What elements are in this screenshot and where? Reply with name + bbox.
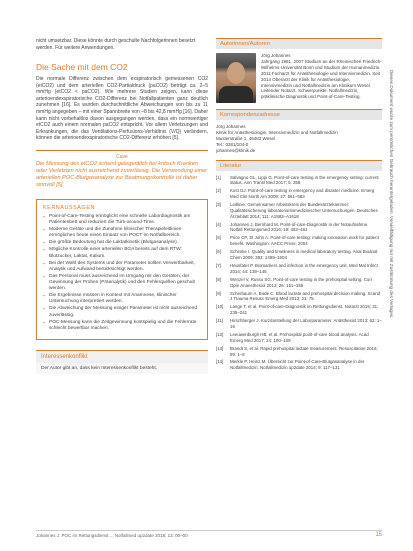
- literature-item: [14] Merkle P, Heinz M. Übersicht zur Point-of-Care-Blutgasanalyse in der Notfallmedizin. Notfallmedizin up2date 2014; 9: 117–131: [216, 359, 365, 371]
- footer-citation: Johannes J. POC im Rettungsdienst ... Notfallmed up2date 2018; 13: 00–00: [36, 533, 188, 538]
- author-name: Jörg Johannes: [261, 53, 291, 58]
- caveat-text: Die Messung des etCO2 scheint gelegentlich bei kritisch Kranken oder Verletzten nicht ausreichend zuverlässig. Die Verwendung einer arteriellen POC-Blutgasanalyse zur Beatmungskontrolle ist daher sinnvoll [5].: [36, 160, 207, 188]
- literature-item: [5] Price CP, St John A. Point-of-care testing: making innovation work for patient benefit. Washington: AACC Press; 2004: [216, 235, 379, 247]
- key-statement: ▪ Die Abweichung der Messung einiger Parameter ist nicht ausreichend zuverlässig.: [43, 306, 201, 318]
- section-body: Die normale Differenz zwischen dem exspiratorisch gemessenen CO2 (etCO2) und dem arteriellen CO2-Partialdruck (paCO2) beträgt ca. 2–5 mmHg (etCO2 < paCO2). Wie mehrere Studien zeigen, kann diese arterioendexspiratorische CO2-Differenz bei Notfallpatienten ganz deutlich zunehmen [16]. Es wurden durchschnittliche Abweichungen von bis zu 11 mmHg angegeben – mit einer Spannbreite von –8 bis 42,8 mmHg [16]. Daher kann nicht vorbehaltlos davon ausgegangen werden, dass ein normwertiger etCO2 auch einem normalen paCO2 entspricht. Vor allem Verletzungen und Erkrankungen, die das Ventilations-Perfusions-Verhältnis (V/Q) verändern, können die arterioendexspiratorische CO2-Differenz erhöhen [5].: [36, 76, 208, 142]
- intro-paragraph: nicht umsetzbar. Diese könnte durch geschulte Nachfolgerinnen besetzt werden. Für weitere Anwendungen.: [36, 38, 195, 51]
- key-statement: ▪ Die Ergebnisse müssen in Kontext mit Anamnese, klinischer Untersuchung interpretiert werden.: [43, 293, 201, 305]
- key-statement: ▪ Point-of-Care-Testing ermöglicht eine schnelle Labordiagnostik am Patientenbett und reduziert die Turn-around-Time.: [43, 214, 201, 226]
- author-bio: Jahrgang 1981. 2007 Studium an der Rheinischen Friedrich-Wilhelms-Universität Bonn und Studium der Humanmedizin. 2011 Facharzt für Anästhesiologie und Intensivmedizin. Seit 2014 Oberarzt der Klinik für Anästhesiologie, Intensivmedizin und Notfallmedizin am Klinikum Wesel. Leitender Notarzt. Schwerpunkte: Notfallmedizin, präklinische Diagnostik und Point-of-Care-Testing.: [261, 58, 382, 100]
- left-column: [36, 38, 208, 374]
- key-statement: ▪ Das Personal muss ausreichend im Umgang mit den Geräten, der Gewinnung der Proben (Präanalytik) und den Fehlerquellen geschult werden.: [43, 274, 201, 293]
- author-photo: [216, 53, 256, 103]
- caveat-label: Cave: [116, 153, 128, 160]
- page-footer: [36, 530, 382, 539]
- correspondence-heading: Korrespondenzadresse: [216, 109, 382, 120]
- correspondence-line: Jörg Johannes: [216, 124, 246, 129]
- key-statement: ▪ Die größte Bedeutung hat die Laktatkinetik (Blutgasanalyse).: [43, 240, 201, 246]
- literature-item: [10] Lange T, et al. Point-of-care-Diagnostik im Rettungsdienst. Notarzt 2015; 31: 235–241: [216, 304, 379, 316]
- literature-item: [11] Hirschberger J. Kurzdarstellung der Laborparameter. Anästhesist 2013; 62: 1–16: [216, 318, 382, 329]
- literature-heading: Literatur: [216, 160, 382, 171]
- right-column: [216, 38, 382, 373]
- literature-item: [13] Brandt S, et al. Rapid prehospital lactate measurement. Resuscitation 2016; 99: 1–5: [216, 345, 378, 357]
- correspondence-address: [216, 120, 382, 160]
- key-statements-list: [43, 214, 201, 332]
- key-statement: ▪ Mögliche Kontrolle einer arteriellen BGA bereits auf dem RTW: Blutzucker, Laktat, Kalium.: [43, 247, 201, 259]
- literature-item: [4] Johannes J, Bernhard M. Point-of-care-Diagnostik in der Notaufnahme. Notfall Rettungsmed 2016; 19: 453–461: [216, 221, 369, 233]
- copyright-note: Dieses Dokument wurde zum persönlichen Gebrauch heruntergeladen. Vervielfältigung nur mit Zustimmung des Verlages.: [389, 70, 394, 319]
- literature-item: [1] Salvagno GL, Lippi G. Point-of-care testing in the emergency setting: current status. Ann Transl Med 2017; 5: 258: [216, 174, 379, 186]
- literature-item: [12] Leeuwenburgh HB, et al. Prehospital point-of-care blood analysis. Acad Emerg Med 2017; 24: 100–109: [216, 331, 369, 343]
- conflict-of-interest-heading: Interessenkonflikt: [36, 350, 208, 363]
- literature-item: [9] Scherbaum A, Bode C. Blood lactate and prehospital decision making. Scand J Trauma Resusc Emerg Med 2013; 21: 75: [216, 290, 381, 302]
- author-block: [216, 49, 382, 109]
- literature-item: [8] Wenzel V, Russo SG. Point-of-care testing in the prehospital setting. Curr Opin Anaesthesiol 2013; 26: 151–156: [216, 276, 373, 288]
- correspondence-line: Tel.: 0281/104-0: [216, 141, 249, 147]
- conflict-of-interest-text: Der Autor gibt an, dass kein Interessenkonflikt besteht.: [36, 363, 208, 374]
- key-statement: ▪ Bei der Wahl des Systems und der Parameter sollten Verwertbarkeit, Analytik und Aufwand berücksichtigt werden.: [43, 261, 201, 273]
- correspondence-line: Musterstraße 1, 46483 Wesel: [216, 135, 275, 141]
- key-statement: ▪ Moderne Geräte und die Zunahme klinischer Therapieleitlinien ermöglichen heute einen Einsatz von POCT im Notfallbereich.: [43, 227, 201, 239]
- authors-heading: Autorinnen/Autoren: [216, 38, 382, 49]
- correspondence-line: Klinik für Anästhesiologie, Intensivmedizin und Notfallmedizin: [216, 129, 338, 135]
- literature-list: [216, 171, 382, 372]
- correspondence-email-link[interactable]: johannes@klinik.de: [216, 147, 256, 153]
- author-info: [261, 53, 382, 103]
- section-heading: Die Sache mit dem CO2: [36, 62, 128, 72]
- key-statements-title: KERNAUSSAGEN: [43, 204, 95, 211]
- literature-item: [2] Kost GJ. Point-of-care testing in emergency and disaster medicine. Emerg Med Clin North Am 2009; 27: 561–583: [216, 188, 375, 200]
- caveat-box: [36, 150, 208, 189]
- key-statements-box: [36, 199, 208, 340]
- literature-item: [7] Hausfater P. Biomarkers and infection in the emergency unit. Med Mal Infect 2014; 44: 139–145: [216, 263, 378, 274]
- literature-item: [3] Leitlinie. Gemeinsamer Arbeitskreis der Bundesärztekammer: Qualitätssicherung laboratoriumsmedizinischer Untersuchungen. Deutsches Ärzteblatt 2014; 111: A1583–A1618: [216, 202, 378, 219]
- page-number: 15: [375, 532, 382, 538]
- literature-item: [6] Schimke I. Quality and timeliness in medical laboratory testing. Anal Bioanal Chem 2009; 393: 1499–1504: [216, 249, 378, 261]
- key-statement: ▪ POC-Messung kann die Zeitgewinnung kostspielig und die Fehlerrate schlecht bewertbar machen.: [43, 320, 201, 332]
